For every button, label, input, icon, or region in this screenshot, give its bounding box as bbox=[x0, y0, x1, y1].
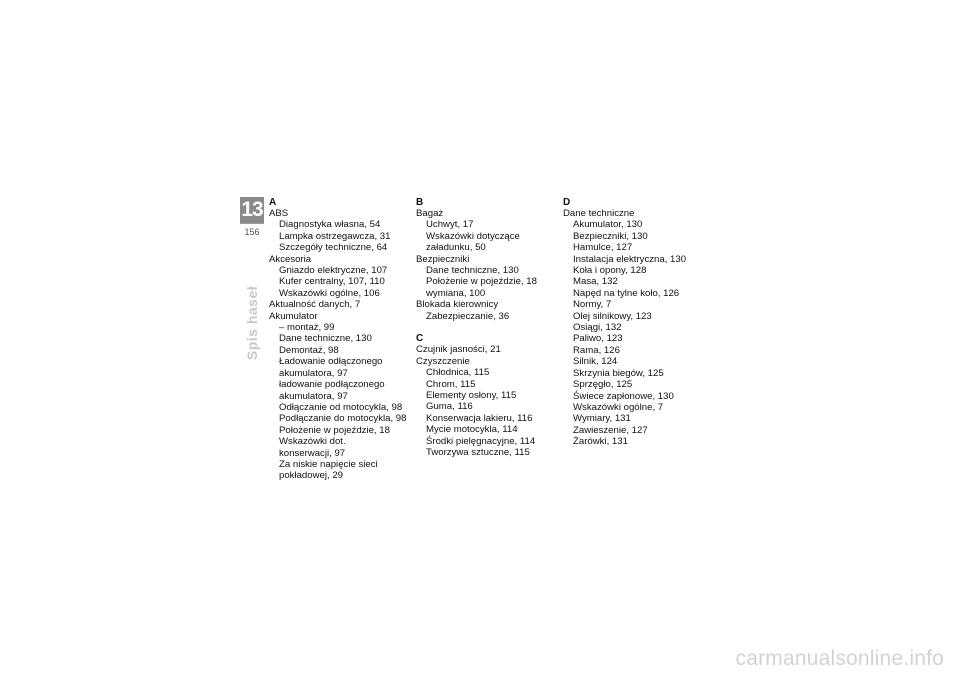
index-subentry-line: akumulatora, 97 bbox=[279, 367, 348, 379]
index-subentry bbox=[563, 379, 708, 390]
chapter-divider bbox=[240, 223, 264, 224]
index-subentry-line: Napęd na tylne koło, 126 bbox=[573, 287, 680, 299]
index-letter-heading: D bbox=[563, 197, 571, 208]
index-subentry-line: Silnik, 124 bbox=[573, 356, 618, 368]
index-term: Blokada kierownicy bbox=[416, 299, 499, 311]
index-letter-heading: A bbox=[269, 197, 277, 208]
index-subentry-line: Elementy osłony, 115 bbox=[426, 390, 517, 402]
index-term: Dane techniczne bbox=[563, 208, 635, 219]
index-subentry-line: załadunku, 50 bbox=[426, 242, 486, 254]
index-column-3 bbox=[563, 197, 708, 448]
index-subentry bbox=[563, 219, 708, 230]
index-subentry bbox=[563, 299, 708, 310]
index-subentry-line: pokładowej, 29 bbox=[279, 470, 344, 482]
index-term: Czyszczenie bbox=[416, 355, 470, 367]
index-subentry-line: Uchwyt, 17 bbox=[426, 219, 474, 231]
index-subentry-line: Wymiary, 131 bbox=[573, 413, 631, 425]
index-subentry bbox=[563, 413, 708, 424]
index-subentry-line: Olej silnikowy, 123 bbox=[573, 310, 652, 322]
index-subentry bbox=[416, 231, 561, 254]
index-subentry-line: Tworzywa sztuczne, 115 bbox=[426, 447, 530, 459]
index-subentry-line: Bezpieczniki, 130 bbox=[573, 230, 648, 242]
chapter-number: 13 bbox=[241, 198, 263, 221]
index-subentry bbox=[416, 413, 561, 424]
index-subentry bbox=[563, 425, 708, 436]
index-subentry-line: Ładowanie odłączonego bbox=[279, 356, 383, 368]
page-number: 156 bbox=[244, 227, 260, 237]
index-subentry bbox=[563, 276, 708, 287]
index-subentry-line: Podłączanie do motocykla, 98 bbox=[279, 413, 407, 425]
index-subentry bbox=[269, 459, 414, 482]
index-subentry-line: Zabezpieczanie, 36 bbox=[426, 310, 510, 322]
index-subentry-line: Akumulator, 130 bbox=[573, 219, 643, 231]
index-subentry bbox=[416, 311, 561, 322]
index-term: ABS bbox=[269, 208, 289, 219]
index-subentry bbox=[563, 288, 708, 299]
index-subentry-line: Wskazówki ogólne, 106 bbox=[279, 287, 380, 299]
index-subentry-line: Hamulce, 127 bbox=[573, 242, 633, 254]
index-subentry bbox=[563, 356, 708, 367]
index-subentry-line: Masa, 132 bbox=[573, 276, 618, 288]
index-entry bbox=[269, 254, 414, 300]
index-subentry-line: Skrzynia biegów, 125 bbox=[573, 367, 664, 379]
index-subentry-line: Żarówki, 131 bbox=[573, 436, 628, 448]
index-subentry bbox=[269, 242, 414, 253]
index-subentry bbox=[563, 368, 708, 379]
index-subentry-line: Chrom, 115 bbox=[426, 378, 476, 390]
index-subentry bbox=[269, 379, 414, 402]
index-subentry bbox=[416, 367, 561, 378]
index-column-1 bbox=[269, 197, 414, 482]
index-subentry-line: Wskazówki dot. bbox=[279, 436, 346, 448]
side-title-text: Spis haseł bbox=[244, 285, 260, 361]
index-subentry-line: Zawieszenie, 127 bbox=[573, 424, 648, 436]
index-subentry-line: Położenie w pojeździe, 18 bbox=[279, 424, 390, 436]
index-subentry bbox=[416, 447, 561, 458]
index-subentry bbox=[563, 242, 708, 253]
index-column-2 bbox=[416, 197, 561, 459]
index-entry bbox=[269, 208, 414, 254]
index-subentry-line: wymiana, 100 bbox=[426, 287, 486, 299]
side-title bbox=[240, 268, 264, 378]
index-term: Bezpieczniki bbox=[416, 253, 470, 265]
index-subentry bbox=[416, 436, 561, 447]
index-subentry bbox=[563, 345, 708, 356]
index-subentry-line: Paliwo, 123 bbox=[573, 333, 623, 345]
index-subentry-line: Konserwacja lakieru, 116 bbox=[426, 412, 533, 424]
index-subentry-line: akumulatora, 97 bbox=[279, 390, 348, 402]
index-subentry-line: Kufer centralny, 107, 110 bbox=[279, 276, 385, 288]
index-subentry bbox=[416, 379, 561, 390]
index-subentry bbox=[269, 425, 414, 436]
index-subentry-line: Gniazdo elektryczne, 107 bbox=[279, 265, 388, 277]
index-subentry bbox=[416, 288, 561, 299]
chapter-marker bbox=[240, 197, 264, 237]
index-subentry bbox=[563, 231, 708, 242]
index-subentry bbox=[269, 402, 414, 413]
index-entry bbox=[416, 344, 561, 355]
index-subentry-line: Diagnostyka własna, 54 bbox=[279, 219, 381, 231]
index-subentry-line: Osiągi, 132 bbox=[573, 322, 622, 334]
index-subentry-line: Sprzęgło, 125 bbox=[573, 379, 633, 391]
index-subentry bbox=[563, 333, 708, 344]
index-subentry bbox=[269, 219, 414, 230]
watermark-text: carmanualsonline.info bbox=[735, 647, 944, 670]
index-subentry bbox=[563, 265, 708, 276]
index-entry bbox=[416, 356, 561, 459]
index-subentry-line: Odłączanie od motocykla, 98 bbox=[279, 401, 403, 413]
index-subentry bbox=[416, 219, 561, 230]
index-subentry-line: – montaż, 99 bbox=[279, 322, 335, 334]
index-entry bbox=[416, 299, 561, 322]
index-subentry-line: Normy, 7 bbox=[573, 299, 612, 311]
index-subentry bbox=[269, 413, 414, 424]
group-spacer bbox=[416, 322, 561, 333]
index-entry bbox=[269, 311, 414, 482]
index-entry bbox=[416, 208, 561, 254]
index-subentry-line: Świece zapłonowe, 130 bbox=[573, 390, 674, 402]
index-subentry-line: Guma, 116 bbox=[426, 401, 473, 413]
index-subentry-line: ładowanie podłączonego bbox=[279, 379, 385, 391]
index-subentry bbox=[563, 322, 708, 333]
index-term: Akumulator bbox=[269, 310, 318, 322]
index-subentry bbox=[563, 311, 708, 322]
index-term: Bagaż bbox=[416, 208, 444, 219]
index-subentry bbox=[269, 345, 414, 356]
index-subentry-line: Środki pielęgnacyjne, 114 bbox=[426, 435, 536, 447]
index-subentry bbox=[269, 356, 414, 379]
index-term: Czujnik jasności, 21 bbox=[416, 344, 501, 356]
index-subentry bbox=[416, 401, 561, 412]
index-subentry-line: Koła i opony, 128 bbox=[573, 265, 647, 277]
index-subentry bbox=[269, 276, 414, 287]
index-subentry-line: Instalacja elektryczna, 130 bbox=[573, 253, 687, 265]
index-subentry bbox=[563, 436, 708, 447]
index-subentry-line: Mycie motocykla, 114 bbox=[426, 424, 518, 436]
index-subentry bbox=[416, 276, 561, 287]
index-subentry bbox=[269, 265, 414, 276]
index-entry bbox=[269, 299, 414, 310]
index-subentry-line: Położenie w pojeździe, 18 bbox=[426, 276, 537, 288]
index-subentry-line: Chłodnica, 115 bbox=[426, 367, 490, 379]
index-subentry-line: konserwacji, 97 bbox=[279, 447, 346, 459]
index-letter-heading: C bbox=[416, 333, 424, 345]
index-entry bbox=[563, 208, 708, 448]
index-subentry-line: Za niskie napięcie sieci bbox=[279, 458, 378, 470]
index-subentry bbox=[416, 265, 561, 276]
index-subentry-line: Lampka ostrzegawcza, 31 bbox=[279, 230, 391, 242]
index-term: Aktualność danych, 7 bbox=[269, 299, 361, 311]
index-subentry bbox=[563, 402, 708, 413]
index-subentry bbox=[269, 288, 414, 299]
index-letter-heading: B bbox=[416, 197, 424, 208]
index-subentry-line: Wskazówki dotyczące bbox=[426, 230, 520, 242]
index-term: Akcesoria bbox=[269, 253, 312, 265]
index-subentry bbox=[269, 333, 414, 344]
index-subentry-line: Dane techniczne, 130 bbox=[279, 333, 372, 345]
index-subentry-line: Rama, 126 bbox=[573, 344, 620, 356]
index-entry bbox=[416, 254, 561, 300]
index-subentry-line: Dane techniczne, 130 bbox=[426, 265, 519, 277]
index-subentry bbox=[416, 424, 561, 435]
index-subentry bbox=[269, 436, 414, 459]
index-subentry bbox=[269, 231, 414, 242]
index-subentry-line: Szczegóły techniczne, 64 bbox=[279, 242, 388, 254]
index-subentry bbox=[563, 391, 708, 402]
index-subentry-line: Wskazówki ogólne, 7 bbox=[573, 401, 664, 413]
index-subentry bbox=[416, 390, 561, 401]
index-subentry-line: Demontaż, 98 bbox=[279, 344, 339, 356]
index-subentry bbox=[269, 322, 414, 333]
index-subentry bbox=[563, 254, 708, 265]
